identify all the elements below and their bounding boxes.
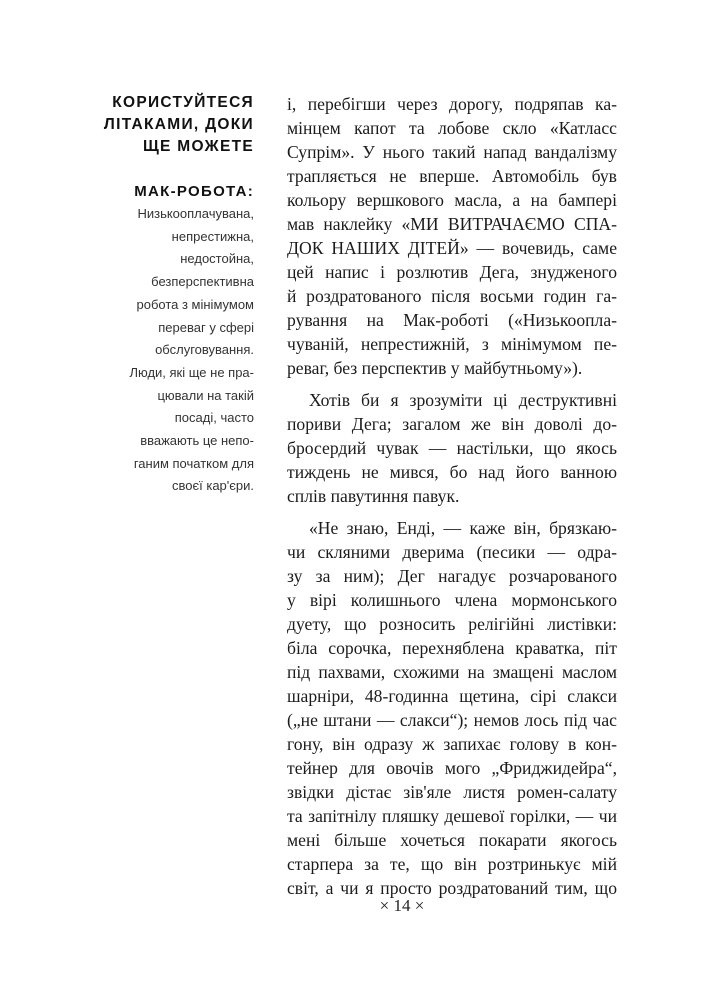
sidebar — [100, 92, 254, 498]
text-line: старпера за те, що він розтринькує мій — [287, 854, 617, 874]
page-number: × 14 × — [379, 896, 425, 915]
text-line: дуету, що розносить релігійні листівки: — [287, 614, 617, 634]
glossary-term: МАК-РОБОТА: — [134, 183, 254, 200]
sidebar-heading-line: ЩЕ МОЖЕТЕ — [142, 138, 254, 155]
text-line: мав наклейку «МИ ВИТРАЧАЄМО СПА- — [287, 214, 617, 234]
text-line: та запітнілу пляшку дешевої горілки, — чи — [287, 806, 617, 826]
glossary-definition-line: вважають це непо- — [140, 433, 254, 449]
text-line: «Не знаю, Енді, — каже він, брязкаю- — [309, 518, 617, 538]
glossary-entry — [100, 181, 254, 498]
text-line: гону, він одразу ж запихає голову в кон- — [287, 734, 617, 754]
text-line: і, перебігши через дорогу, подряпав ка- — [287, 94, 617, 114]
text-line: у вірі колишнього члена мормонського — [287, 590, 617, 610]
paragraph — [287, 92, 617, 380]
paragraph — [287, 516, 617, 900]
text-line: цей напис і розлютив Дега, знудженого — [287, 262, 617, 282]
text-line: шарніри, 48-годинна щетина, сірі слакси — [287, 686, 617, 706]
text-line: світ, а чи я просто роздратований тим, що — [287, 878, 617, 898]
text-line: рування на Мак-роботі («Низькоопла- — [287, 310, 617, 330]
text-line: („не штани — слакси“); немов лось під час — [287, 710, 617, 730]
glossary-definition-line: безперспективна — [151, 274, 254, 290]
glossary-definition-line: недостойна, — [180, 251, 254, 267]
text-line: чуваній, непрестижній, з мінімумом пе- — [287, 334, 617, 354]
text-line: трапляється не вперше. Автомобіль був — [287, 166, 617, 186]
text-line: зу за ним); Дег нагадує розчарованого — [287, 566, 617, 586]
glossary-definition-line: переваг у сфері — [158, 319, 254, 335]
text-line: чи скляними дверима (песики — одра- — [287, 542, 617, 562]
text-line: біла сорочка, перехняблена краватка, піт — [287, 638, 617, 658]
glossary-definition-line: своєї кар'єри. — [172, 478, 254, 494]
glossary-definition-line: Низькооплачувана, — [137, 206, 254, 221]
text-line: звідки дістає зів'яле листя ромен-салату — [287, 782, 617, 802]
text-line: під пахвами, схожими на змащені маслом — [287, 662, 617, 682]
sidebar-heading — [100, 92, 254, 158]
text-line: Хотів би я зрозуміти ці деструктивні — [309, 390, 617, 410]
glossary-definition-line: цювали на такій — [157, 387, 254, 403]
paragraph — [287, 388, 617, 508]
text-line: бросердий чувак — настільки, що якось — [287, 438, 617, 458]
text-line: мені більше хочеться покарати якогось — [287, 830, 617, 850]
glossary-definition-line: робота з мінімумом — [136, 296, 254, 312]
glossary-definition-line: посаді, часто — [174, 410, 254, 426]
text-line: реваг, без перспектив у майбутньому»). — [287, 358, 583, 378]
text-line: й роздратованого після восьми годин га- — [287, 286, 617, 306]
glossary-definition — [100, 203, 254, 498]
sidebar-heading-line: ЛІТАКАМИ, ДОКИ — [103, 116, 254, 133]
text-line: сплів павутиння павук. — [287, 486, 460, 506]
text-line: Супрім». У нього такий напад вандалізму — [287, 142, 617, 162]
body-text — [287, 92, 617, 908]
text-line: мінцем капот та лобове скло «Катласс — [287, 118, 617, 138]
sidebar-heading-line: КОРИСТУЙТЕСЯ — [112, 94, 254, 111]
text-line: пориви Дега; загалом же він доволі до- — [287, 414, 617, 434]
glossary-definition-line: обслуговування. — [155, 342, 254, 358]
glossary-definition-line: непрестижна, — [171, 228, 254, 244]
text-line: тейнер для овочів мого „Фриджидейра“, — [287, 758, 617, 778]
text-line: тиждень не мився, бо над його ванною — [287, 462, 617, 482]
text-line: ДОК НАШИХ ДІТЕЙ» — вочевидь, саме — [287, 238, 617, 258]
glossary-definition-line: ганим початком для — [133, 455, 254, 471]
glossary-definition-line: Люди, які ще не пра- — [129, 364, 254, 380]
text-line: кольору вершкового масла, а на бампері — [287, 190, 617, 210]
